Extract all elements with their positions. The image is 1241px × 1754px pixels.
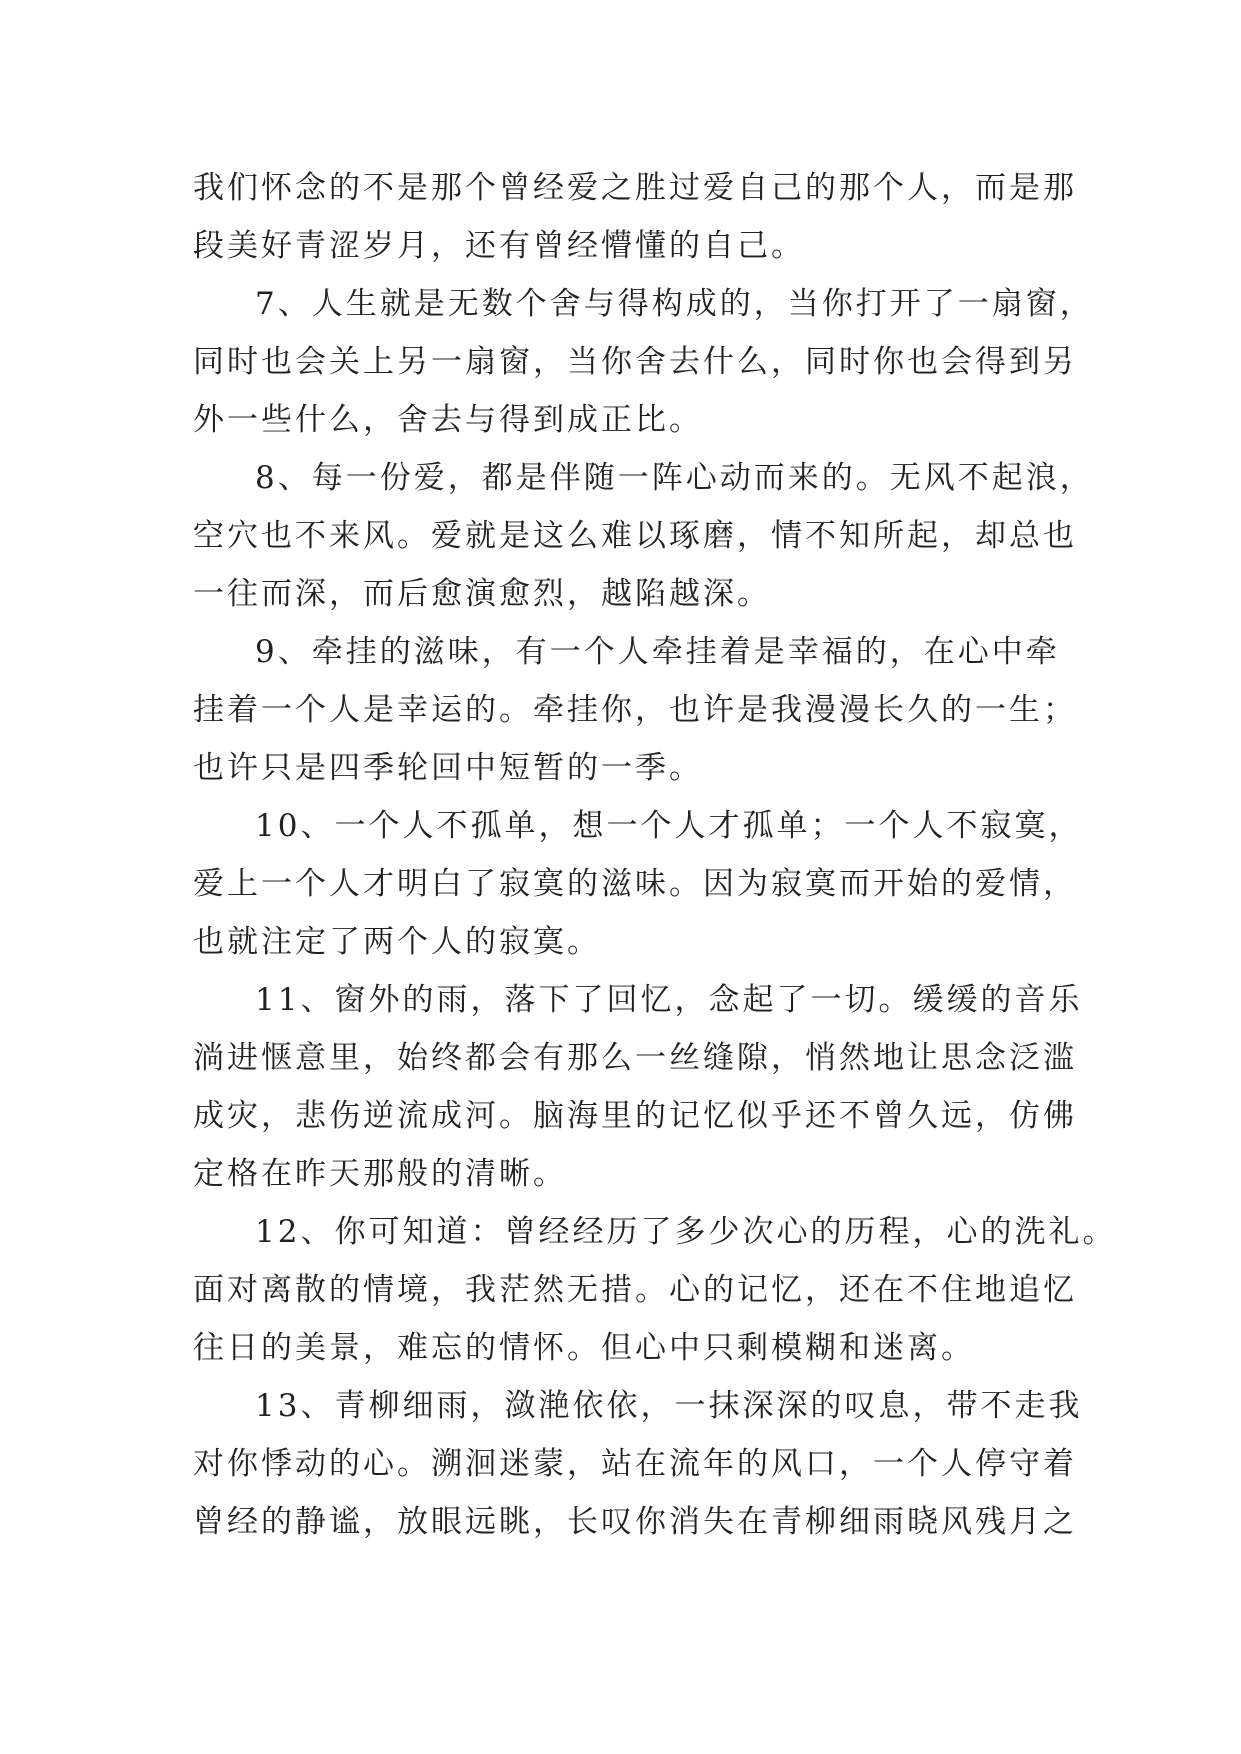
text-line: 7、人生就是无数个舍与得构成的，当你打开了一扇窗， (255, 286, 1094, 322)
paragraph-9 (193, 623, 1077, 797)
text-line: 空穴也不来风。爱就是这么难以琢磨，情不知所起，却总也 (193, 518, 1077, 554)
text-line: 段美好青涩岁月，还有曾经懵懂的自己。 (193, 228, 805, 264)
text-line: 一往而深，而后愈演愈烈，越陷越深。 (193, 576, 771, 612)
text-line: 我们怀念的不是那个曾经爱之胜过爱自己的那个人，而是那 (193, 170, 1077, 206)
text-line: 13、青柳细雨，潋滟依依，一抹深深的叹息，带不走我 (255, 1388, 1083, 1424)
paragraph-10 (193, 797, 1083, 971)
text-line: 11、窗外的雨，落下了回忆，念起了一切。缓缓的音乐 (255, 982, 1083, 1018)
paragraph-13 (193, 1377, 1083, 1551)
text-line: 8、每一份爱，都是伴随一阵心动而来的。无风不起浪， (255, 460, 1094, 496)
paragraph-8 (193, 449, 1094, 623)
text-line: 10、一个人不孤单，想一个人才孤单；一个人不寂寞， (255, 808, 1083, 844)
paragraph-12 (193, 1203, 1117, 1377)
text-line: 外一些什么，舍去与得到成正比。 (193, 402, 703, 438)
text-line: 曾经的静谧，放眼远眺，长叹你消失在青柳细雨晓风残月之 (193, 1504, 1077, 1540)
text-line: 成灾，悲伤逆流成河。脑海里的记忆似乎还不曾久远，仿佛 (193, 1098, 1077, 1134)
text-line: 也就注定了两个人的寂寞。 (193, 924, 601, 960)
text-line: 同时也会关上另一扇窗，当你舍去什么，同时你也会得到另 (193, 344, 1077, 380)
text-line: 定格在昨天那般的清晰。 (193, 1156, 567, 1192)
paragraph-continuation (193, 159, 1077, 275)
text-line: 12、你可知道：曾经经历了多少次心的历程，心的洗礼。 (255, 1214, 1117, 1250)
paragraph-7 (193, 275, 1094, 449)
text-line: 爱上一个人才明白了寂寞的滋味。因为寂寞而开始的爱情， (193, 866, 1077, 902)
text-line: 淌进惬意里，始终都会有那么一丝缝隙，悄然地让思念泛滥 (193, 1040, 1077, 1076)
body-text (193, 159, 1117, 1551)
paragraph-11 (193, 971, 1083, 1203)
text-line: 挂着一个人是幸运的。牵挂你，也许是我漫漫长久的一生； (193, 692, 1077, 728)
text-line: 9、牵挂的滋味，有一个人牵挂着是幸福的，在心中牵 (255, 634, 1060, 670)
text-line: 面对离散的情境，我茫然无措。心的记忆，还在不住地追忆 (193, 1272, 1077, 1308)
text-line: 往日的美景，难忘的情怀。但心中只剩模糊和迷离。 (193, 1330, 975, 1366)
text-line: 对你悸动的心。溯洄迷蒙，站在流年的风口，一个人停守着 (193, 1446, 1077, 1482)
text-line: 也许只是四季轮回中短暂的一季。 (193, 750, 703, 786)
